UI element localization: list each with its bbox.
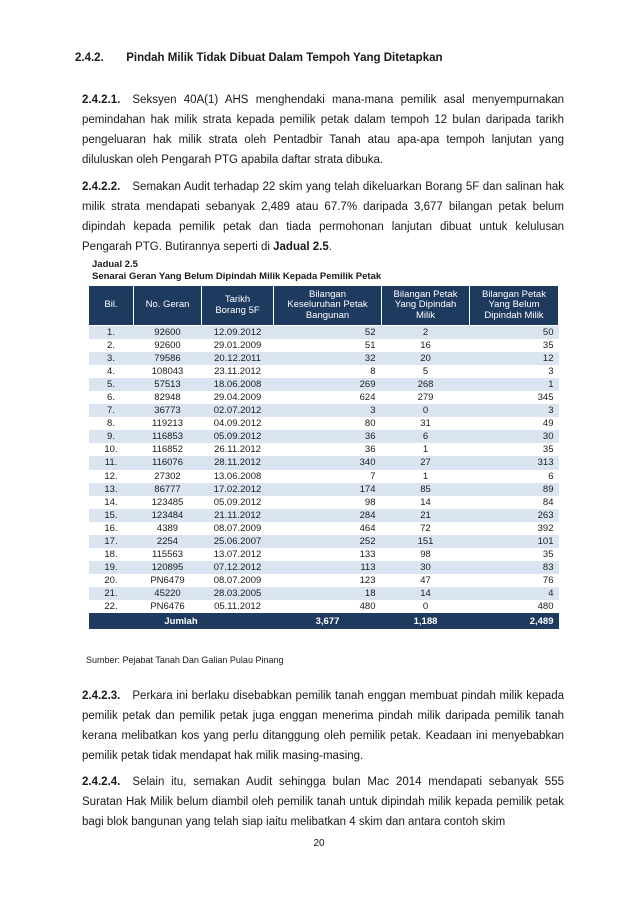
cell-bil: 1.	[89, 326, 134, 340]
section-title: Pindah Milik Tidak Dibuat Dalam Tempoh Yang Ditetapkan	[126, 52, 443, 64]
cell-keseluruhan: 269	[274, 378, 382, 391]
table-row	[89, 391, 559, 404]
cell-no-geran: 92600	[134, 326, 202, 340]
paragraph-2-4-2-1	[82, 90, 564, 170]
cell-tarikh: 29.04.2009	[202, 391, 274, 404]
cell-dipindah: 20	[382, 352, 470, 365]
cell-keseluruhan: 51	[274, 339, 382, 352]
page-number: 20	[313, 838, 325, 849]
cell-belum: 4	[470, 587, 559, 600]
cell-no-geran: 108043	[134, 365, 202, 378]
table-row	[89, 600, 559, 614]
section-heading	[75, 52, 565, 64]
cell-bil: 21.	[89, 587, 134, 600]
cell-no-geran: 82948	[134, 391, 202, 404]
table-header-row	[89, 286, 559, 326]
cell-tarikh: 05.09.2012	[202, 430, 274, 443]
table-row	[89, 574, 559, 587]
cell-no-geran: 2254	[134, 535, 202, 548]
cell-dipindah: 6	[382, 430, 470, 443]
cell-keseluruhan: 133	[274, 548, 382, 561]
cell-keseluruhan: 123	[274, 574, 382, 587]
table-row	[89, 430, 559, 443]
cell-belum: 30	[470, 430, 559, 443]
cell-dipindah: 72	[382, 522, 470, 535]
cell-dipindah: 21	[382, 509, 470, 522]
cell-dipindah: 268	[382, 378, 470, 391]
cell-tarikh: 13.07.2012	[202, 548, 274, 561]
cell-no-geran: 115563	[134, 548, 202, 561]
cell-keseluruhan: 113	[274, 561, 382, 574]
cell-tarikh: 05.09.2012	[202, 496, 274, 509]
table-row	[89, 339, 559, 352]
cell-tarikh: 25.06.2007	[202, 535, 274, 548]
cell-belum: 313	[470, 456, 559, 469]
cell-no-geran: PN6479	[134, 574, 202, 587]
table-row	[89, 404, 559, 417]
cell-keseluruhan: 174	[274, 483, 382, 496]
cell-no-geran: 120895	[134, 561, 202, 574]
cell-bil: 10.	[89, 443, 134, 456]
total-keseluruhan: 3,677	[274, 614, 382, 630]
cell-tarikh: 21.11.2012	[202, 509, 274, 522]
cell-keseluruhan: 80	[274, 417, 382, 430]
cell-dipindah: 14	[382, 587, 470, 600]
table-row	[89, 522, 559, 535]
cell-keseluruhan: 8	[274, 365, 382, 378]
table-row	[89, 326, 559, 340]
cell-bil: 19.	[89, 561, 134, 574]
cell-tarikh: 18.06.2008	[202, 378, 274, 391]
cell-no-geran: 123484	[134, 509, 202, 522]
cell-tarikh: 05.11.2012	[202, 600, 274, 614]
table-row	[89, 483, 559, 496]
cell-bil: 18.	[89, 548, 134, 561]
cell-keseluruhan: 52	[274, 326, 382, 340]
cell-belum: 89	[470, 483, 559, 496]
cell-tarikh: 17.02.2012	[202, 483, 274, 496]
table-row	[89, 352, 559, 365]
cell-keseluruhan: 464	[274, 522, 382, 535]
paragraph-text: Semakan Audit terhadap 22 skim yang telah dikeluarkan Borang 5F dan salinan hak milik strata mendapati sebanyak 2,489 atau 67.7% daripada 3,677 bilangan petak belum dipindah kepada pemilik petak dan tiada permohonan lanjutan dibuat untuk kelulusan Pengarah PTG. Butirannya seperti di	[82, 181, 564, 253]
cell-bil: 4.	[89, 365, 134, 378]
table-row	[89, 509, 559, 522]
cell-keseluruhan: 18	[274, 587, 382, 600]
cell-bil: 15.	[89, 509, 134, 522]
cell-belum: 345	[470, 391, 559, 404]
header-bil: Bil.	[89, 286, 134, 326]
header-no-geran: No. Geran	[134, 286, 202, 326]
cell-keseluruhan: 480	[274, 600, 382, 614]
cell-belum: 83	[470, 561, 559, 574]
cell-no-geran: 123485	[134, 496, 202, 509]
table-label: Jadual 2.5	[92, 259, 138, 270]
table-body	[89, 326, 559, 614]
table-title: Senarai Geran Yang Belum Dipindah Milik Kepada Pemilik Petak	[92, 271, 382, 282]
cell-bil: 8.	[89, 417, 134, 430]
cell-belum: 35	[470, 443, 559, 456]
cell-no-geran: 86777	[134, 483, 202, 496]
cell-bil: 7.	[89, 404, 134, 417]
cell-belum: 35	[470, 548, 559, 561]
cell-belum: 50	[470, 326, 559, 340]
table-row	[89, 548, 559, 561]
cell-bil: 22.	[89, 600, 134, 614]
cell-tarikh: 23.11.2012	[202, 365, 274, 378]
cell-belum: 35	[470, 339, 559, 352]
cell-dipindah: 0	[382, 404, 470, 417]
cell-bil: 2.	[89, 339, 134, 352]
cell-belum: 84	[470, 496, 559, 509]
cell-belum: 12	[470, 352, 559, 365]
cell-dipindah: 47	[382, 574, 470, 587]
cell-dipindah: 279	[382, 391, 470, 404]
cell-bil: 11.	[89, 456, 134, 469]
cell-bil: 5.	[89, 378, 134, 391]
header-tarikh: Tarikh Borang 5F	[202, 286, 274, 326]
table-row	[89, 417, 559, 430]
cell-no-geran: 4389	[134, 522, 202, 535]
data-table	[88, 285, 559, 629]
section-number: 2.4.2.	[75, 52, 104, 64]
cell-bil: 6.	[89, 391, 134, 404]
total-label: Jumlah	[89, 614, 274, 630]
paragraph-text: Selain itu, semakan Audit sehingga bulan Mac 2014 mendapati sebanyak 555 Suratan Hak Milik belum diambil oleh pemilik tanah untuk dipindah milik kepada pemilik petak bagi blok bangunan yang telah siap iaitu melibatkan 4 skim dan antara contoh skim	[82, 776, 564, 828]
cell-no-geran: 92600	[134, 339, 202, 352]
paragraph-2-4-2-4	[82, 772, 564, 832]
cell-no-geran: 57513	[134, 378, 202, 391]
cell-belum: 392	[470, 522, 559, 535]
cell-bil: 3.	[89, 352, 134, 365]
table-total-row	[89, 614, 559, 630]
paragraph-number: 2.4.2.2.	[82, 181, 121, 193]
paragraph-number: 2.4.2.4.	[82, 776, 121, 788]
cell-keseluruhan: 36	[274, 430, 382, 443]
paragraph-text: Seksyen 40A(1) AHS menghendaki mana-mana pemilik asal menyempurnakan pemindahan hak milik strata kepada pemilik petak dalam tempoh 12 bulan daripada tarikh pengeluaran hak milik strata oleh Pentadbir Tanah atau apa-apa tempoh lanjutan yang diluluskan oleh Pengarah PTG apabila daftar strata dibuka.	[82, 94, 564, 166]
table-row	[89, 378, 559, 391]
cell-dipindah: 14	[382, 496, 470, 509]
cell-keseluruhan: 340	[274, 456, 382, 469]
cell-tarikh: 08.07.2009	[202, 522, 274, 535]
cell-keseluruhan: 32	[274, 352, 382, 365]
cell-no-geran: 79586	[134, 352, 202, 365]
cell-belum: 76	[470, 574, 559, 587]
cell-dipindah: 1	[382, 443, 470, 456]
table-caption	[92, 259, 562, 283]
cell-no-geran: 116076	[134, 456, 202, 469]
table-row	[89, 587, 559, 600]
cell-no-geran: 119213	[134, 417, 202, 430]
cell-keseluruhan: 98	[274, 496, 382, 509]
cell-dipindah: 1	[382, 470, 470, 483]
cell-bil: 14.	[89, 496, 134, 509]
table-row	[89, 561, 559, 574]
cell-dipindah: 30	[382, 561, 470, 574]
cell-no-geran: PN6476	[134, 600, 202, 614]
table-row	[89, 456, 559, 469]
cell-no-geran: 116853	[134, 430, 202, 443]
cell-keseluruhan: 3	[274, 404, 382, 417]
cell-belum: 49	[470, 417, 559, 430]
cell-keseluruhan: 252	[274, 535, 382, 548]
paragraph-number: 2.4.2.3.	[82, 690, 121, 702]
cell-no-geran: 36773	[134, 404, 202, 417]
cell-tarikh: 28.11.2012	[202, 456, 274, 469]
cell-no-geran: 116852	[134, 443, 202, 456]
header-bilangan-keseluruhan: Bilangan Keseluruhan Petak Bangunan	[274, 286, 382, 326]
cell-tarikh: 28.03.2005	[202, 587, 274, 600]
cell-dipindah: 2	[382, 326, 470, 340]
cell-dipindah: 151	[382, 535, 470, 548]
cell-tarikh: 12.09.2012	[202, 326, 274, 340]
cell-belum: 263	[470, 509, 559, 522]
cell-keseluruhan: 7	[274, 470, 382, 483]
header-bilangan-belum: Bilangan Petak Yang Belum Dipindah Milik	[470, 286, 559, 326]
cell-tarikh: 08.07.2009	[202, 574, 274, 587]
cell-belum: 3	[470, 404, 559, 417]
table-row	[89, 496, 559, 509]
table-row	[89, 443, 559, 456]
cell-dipindah: 85	[382, 483, 470, 496]
cell-keseluruhan: 36	[274, 443, 382, 456]
cell-bil: 12.	[89, 470, 134, 483]
cell-belum: 101	[470, 535, 559, 548]
paragraph-2-4-2-2	[82, 177, 564, 257]
cell-tarikh: 04.09.2012	[202, 417, 274, 430]
cell-tarikh: 20.12.2011	[202, 352, 274, 365]
cell-tarikh: 07.12.2012	[202, 561, 274, 574]
total-belum: 2,489	[470, 614, 559, 630]
cell-no-geran: 27302	[134, 470, 202, 483]
cell-tarikh: 26.11.2012	[202, 443, 274, 456]
cell-bil: 13.	[89, 483, 134, 496]
table-row	[89, 535, 559, 548]
header-bilangan-dipindah: Bilangan Petak Yang Dipindah Milik	[382, 286, 470, 326]
table-source: Sumber: Pejabat Tanah Dan Galian Pulau Pinang	[86, 655, 284, 665]
cell-dipindah: 27	[382, 456, 470, 469]
table-row	[89, 470, 559, 483]
cell-dipindah: 16	[382, 339, 470, 352]
paragraph-text: Perkara ini berlaku disebabkan pemilik tanah enggan membuat pindah milik kepada pemilik petak dan pemilik petak juga enggan menerima pindah milik daripada pemilik tanah kerana melibatkan kos yang perlu ditanggung oleh pemilik petak. Keadaan ini menyebabkan pemilik petak tidak mendapat hak milik masing-masing.	[82, 690, 564, 762]
cell-bil: 20.	[89, 574, 134, 587]
cell-tarikh: 29.01.2009	[202, 339, 274, 352]
paragraph-tail: .	[328, 241, 332, 253]
cell-no-geran: 45220	[134, 587, 202, 600]
cell-dipindah: 98	[382, 548, 470, 561]
cell-belum: 480	[470, 600, 559, 614]
total-dipindah: 1,188	[382, 614, 470, 630]
table-reference: Jadual 2.5	[273, 241, 329, 253]
cell-dipindah: 5	[382, 365, 470, 378]
cell-belum: 3	[470, 365, 559, 378]
cell-bil: 17.	[89, 535, 134, 548]
cell-belum: 1	[470, 378, 559, 391]
cell-bil: 9.	[89, 430, 134, 443]
cell-dipindah: 0	[382, 600, 470, 614]
cell-keseluruhan: 624	[274, 391, 382, 404]
cell-keseluruhan: 284	[274, 509, 382, 522]
table-row	[89, 365, 559, 378]
paragraph-number: 2.4.2.1.	[82, 94, 121, 106]
cell-dipindah: 31	[382, 417, 470, 430]
paragraph-2-4-2-3	[82, 686, 564, 766]
cell-tarikh: 13.06.2008	[202, 470, 274, 483]
cell-belum: 6	[470, 470, 559, 483]
cell-bil: 16.	[89, 522, 134, 535]
cell-tarikh: 02.07.2012	[202, 404, 274, 417]
